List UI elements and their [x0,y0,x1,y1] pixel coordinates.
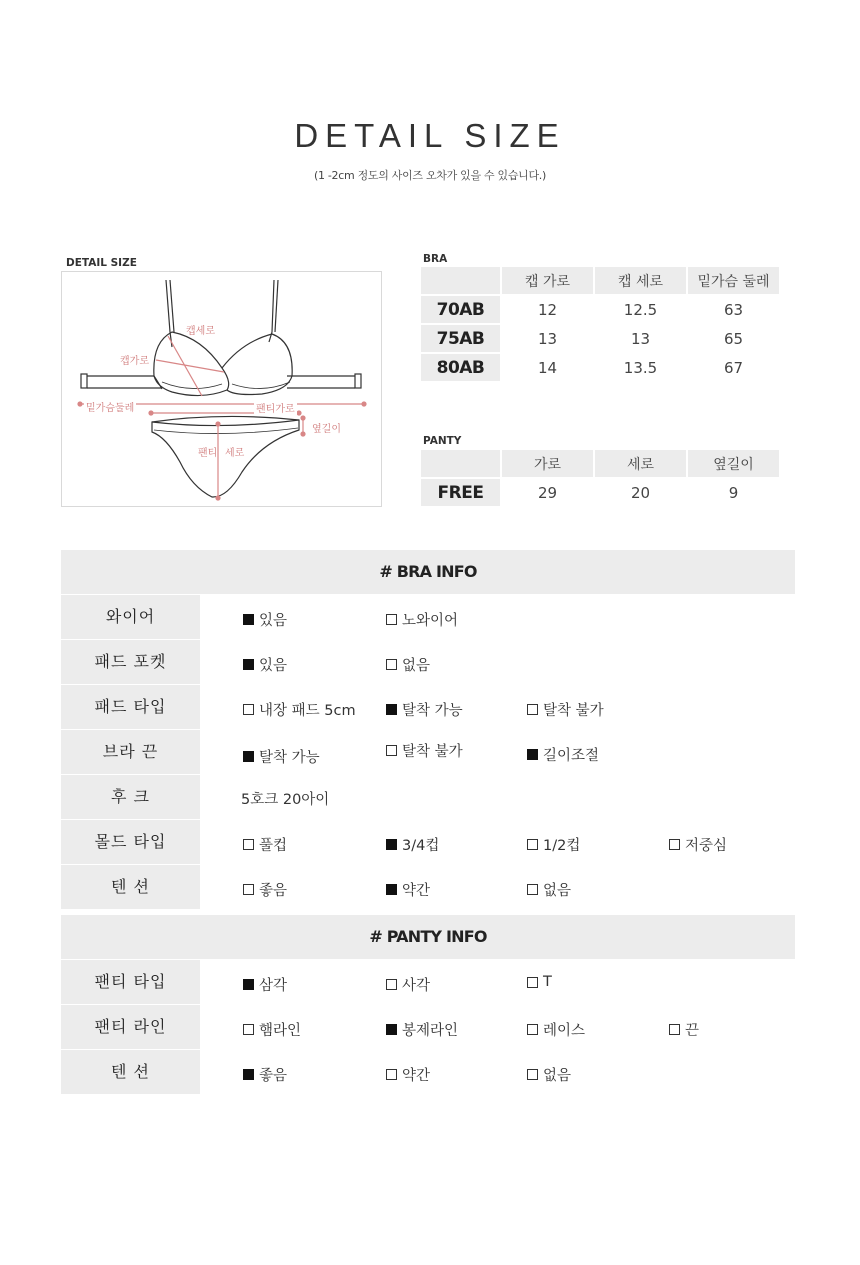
table-row [421,354,779,381]
size-label: 80AB [421,354,500,381]
column-header: 옆길이 [688,450,779,477]
checked-box-icon [527,749,538,760]
label-cup-width: 캡가로 [120,356,149,367]
info-row-panty-type [61,960,795,1004]
label-underbust: 밑가슴둘레 [84,399,136,414]
option-tension-some: 약간 [386,1064,430,1085]
checked-box-icon [243,1069,254,1080]
panty-table-label: PANTY [423,435,462,447]
option-strap-fixed: 탈착 불가 [386,740,463,761]
option-wire-yes: 있음 [243,609,287,630]
checked-box-icon [386,1024,397,1035]
bra-size-table [419,265,781,383]
bra-table-label: BRA [423,253,448,265]
option-lace: 레이스 [527,1019,585,1040]
row-label: 패드 포켓 [61,640,200,684]
unchecked-box-icon [243,1024,254,1035]
option-brief: 삼각 [243,974,287,995]
option-built-in-pad: 내장 패드 5cm [243,699,356,720]
cell: 13 [630,329,651,348]
option-tension-none: 없음 [527,1064,571,1085]
option-1-2-cup: 1/2컵 [527,834,580,855]
row-label: 팬티 라인 [61,1005,200,1049]
option-low-center: 저중심 [669,834,727,855]
option-tension-some: 약간 [386,879,430,900]
table-row [421,296,779,323]
info-row-panty-tension [61,1050,795,1094]
unchecked-box-icon [527,1024,538,1035]
cell: 12.5 [623,300,658,319]
checked-box-icon [386,884,397,895]
row-label: 텐 션 [61,1050,200,1094]
option-strap-removable: 탈착 가능 [243,746,320,767]
option-tension-good: 좋음 [243,879,287,900]
option-full-cup: 풀컵 [243,834,287,855]
panty-info-title: # PANTY INFO [61,915,795,959]
row-label: 패드 타입 [61,685,200,729]
cell: 14 [537,358,558,377]
label-panty-width: 팬티가로 [254,400,297,415]
unchecked-box-icon [527,977,538,988]
info-row-panty-line [61,1005,795,1049]
cell: 13.5 [623,358,658,377]
option-pocket-yes: 있음 [243,654,287,675]
label-side-length: 옆길이 [312,424,341,435]
unchecked-box-icon [386,1069,397,1080]
cell: 63 [723,300,744,319]
checked-box-icon [243,751,254,762]
unchecked-box-icon [669,1024,680,1035]
checked-box-icon [243,614,254,625]
unchecked-box-icon [243,839,254,850]
option-boxer: 사각 [386,974,430,995]
row-label: 브라 끈 [61,730,200,774]
unchecked-box-icon [527,884,538,895]
cell: 13 [537,329,558,348]
row-label: 텐 션 [61,865,200,909]
diagram-label: DETAIL SIZE [66,257,137,269]
unchecked-box-icon [243,704,254,715]
cell: 67 [723,358,744,377]
panty-info-section [61,915,795,1094]
info-row-pad-pocket [61,640,795,684]
column-header: 캡 세로 [595,267,686,294]
cell: 65 [723,329,744,348]
unchecked-box-icon [386,614,397,625]
label-panty: 팬티 [198,448,218,459]
hook-value: 5호크 20아이 [241,792,330,808]
checked-box-icon [386,839,397,850]
checked-box-icon [386,704,397,715]
size-label: 70AB [421,296,500,323]
unchecked-box-icon [527,704,538,715]
option-sewn-line: 봉제라인 [386,1019,458,1040]
info-row-strap [61,730,795,774]
checked-box-icon [243,659,254,670]
option-tension-none: 없음 [527,879,571,900]
column-header: 밑가슴 둘레 [688,267,779,294]
unchecked-box-icon [386,745,397,756]
table-header-row [421,450,779,477]
label-panty-height: 세로 [225,448,245,459]
unchecked-box-icon [669,839,680,850]
table-row [421,479,779,506]
page-title: DETAIL SIZE [294,117,566,154]
unchecked-box-icon [386,979,397,990]
info-row-wire [61,595,795,639]
unchecked-box-icon [527,839,538,850]
unchecked-box-icon [386,659,397,670]
checked-box-icon [243,979,254,990]
cell: 20 [630,483,651,502]
row-label: 후 크 [61,775,200,819]
bra-info-section [61,550,795,909]
column-header: 세로 [595,450,686,477]
option-length-adjust: 길이조절 [527,744,599,765]
option-hem-line: 햄라인 [243,1019,301,1040]
option-removable: 탈착 가능 [386,699,463,720]
column-header: 캡 가로 [502,267,593,294]
cell: 12 [537,300,558,319]
unchecked-box-icon [527,1069,538,1080]
row-label: 몰드 타입 [61,820,200,864]
info-row-tension [61,865,795,909]
column-header: 가로 [502,450,593,477]
unchecked-box-icon [243,884,254,895]
option-3-4-cup: 3/4컵 [386,834,439,855]
cell: 9 [728,483,739,502]
label-cup-height: 캡세로 [186,326,215,337]
size-diagram [61,271,382,507]
cell: 29 [537,483,558,502]
option-no-wire: 노와이어 [386,609,458,630]
size-tolerance-note: (1 -2cm 정도의 사이즈 오차가 있을 수 있습니다.) [313,169,546,182]
info-row-hook [61,775,795,819]
table-row [421,325,779,352]
size-label: 75AB [421,325,500,352]
lingerie-illustration [62,272,383,508]
option-string: 끈 [669,1019,699,1040]
size-label: FREE [421,479,500,506]
option-tension-good: 좋음 [243,1064,287,1085]
table-header-row [421,267,779,294]
info-row-pad-type [61,685,795,729]
info-row-mold-type [61,820,795,864]
row-label: 팬티 타입 [61,960,200,1004]
panty-size-table [419,448,781,508]
option-non-removable: 탈착 불가 [527,699,604,720]
option-t-back: T [527,974,552,990]
option-pocket-no: 없음 [386,654,430,675]
bra-info-title: # BRA INFO [61,550,795,594]
row-label: 와이어 [61,595,200,639]
